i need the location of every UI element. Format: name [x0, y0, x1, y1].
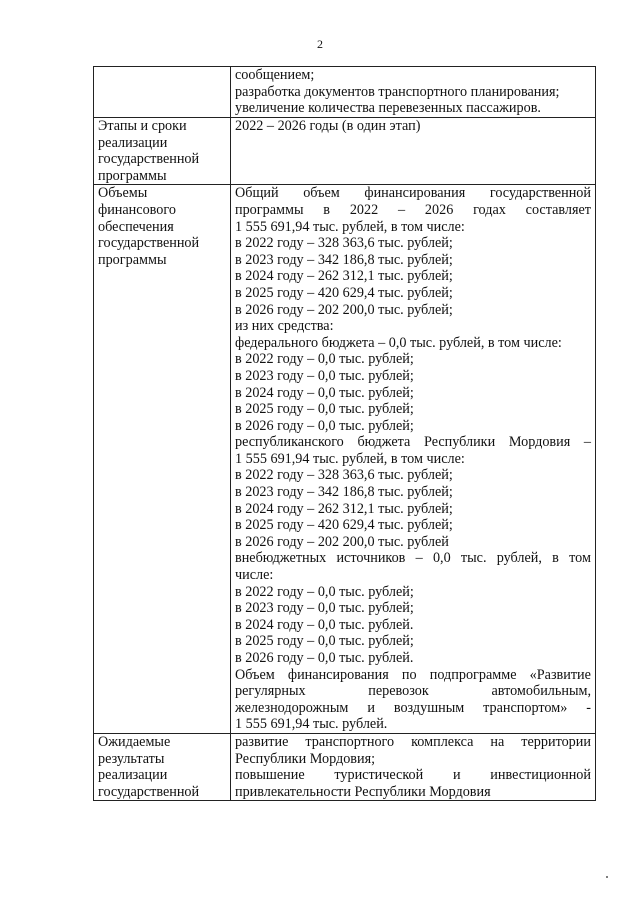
word: финансирования	[364, 185, 466, 202]
text-line: из них средства:	[235, 318, 334, 335]
word: инвестиционной	[490, 767, 591, 784]
label-line: программы	[98, 251, 167, 268]
year-amount-line: в 2025 году – 0,0 тыс. рублей;	[235, 633, 414, 650]
page-number: 2	[317, 37, 323, 51]
text-line: 1 555 691,94 тыс. рублей, в том числе:	[235, 218, 465, 235]
text-line: увеличение количества перевезенных пассажиров.	[235, 100, 541, 117]
label-line: государственной	[98, 783, 200, 800]
word: рублей,	[496, 550, 542, 567]
total-years-list	[235, 235, 591, 318]
label-line: реализации	[98, 134, 168, 151]
text-line: числе:	[235, 567, 274, 584]
word: подпрограмме	[429, 666, 517, 683]
year-amount-line: в 2026 году – 202 200,0 тыс. рублей	[235, 533, 449, 550]
word: –	[415, 550, 423, 567]
word: –	[398, 201, 406, 218]
word: в	[323, 201, 330, 218]
table-row	[94, 185, 596, 734]
republican-years-list	[235, 467, 591, 550]
word: том	[569, 550, 591, 567]
justified-line	[235, 667, 591, 684]
word: –	[583, 434, 591, 451]
text-line: 1 555 691,94 тыс. рублей, в том числе:	[235, 450, 465, 467]
word: в	[552, 550, 559, 567]
word: 0,0	[432, 550, 451, 567]
label-cell-empty	[94, 67, 231, 118]
year-amount-line: в 2025 году – 420 629,4 тыс. рублей;	[235, 284, 453, 301]
table-row	[94, 733, 596, 800]
word: годах	[473, 201, 506, 218]
label-line: программы	[98, 167, 167, 184]
text-line: Республики Мордовия;	[235, 750, 376, 767]
year-amount-line: в 2023 году – 342 186,8 тыс. рублей;	[235, 251, 453, 268]
word: программы	[235, 201, 304, 218]
year-amount-line: в 2022 году – 0,0 тыс. рублей;	[235, 583, 414, 600]
word: 2022	[349, 201, 379, 218]
word: государственной	[489, 185, 591, 202]
word: 2026	[424, 201, 454, 218]
word: Республики	[424, 434, 496, 451]
text-line: разработка документов транспортного планирования;	[235, 83, 560, 100]
year-amount-line: в 2022 году – 328 363,6 тыс. рублей;	[235, 235, 453, 252]
year-amount-line: в 2023 году – 342 186,8 тыс. рублей;	[235, 484, 453, 501]
word: внебюджетных	[235, 550, 327, 567]
justified-line	[235, 185, 591, 202]
word: Мордовия	[508, 434, 571, 451]
label-line: реализации	[98, 767, 168, 784]
justified-line	[235, 767, 591, 784]
word: транспортом»	[483, 699, 568, 716]
label-line: государственной	[98, 235, 200, 252]
word: регулярных	[235, 683, 306, 700]
label-cell-stages	[94, 118, 231, 185]
table-row	[94, 67, 596, 118]
year-amount-line: в 2026 году – 202 200,0 тыс. рублей;	[235, 301, 453, 318]
word: автомобильным,	[491, 683, 591, 700]
text-line: сообщением;	[235, 67, 315, 83]
justified-line	[235, 683, 591, 700]
word: комплекса	[411, 733, 474, 750]
word: туристической	[334, 767, 424, 784]
content-cell-results	[231, 733, 596, 800]
label-cell-funding	[94, 185, 231, 734]
year-amount-line: в 2026 году – 0,0 тыс. рублей;	[235, 417, 414, 434]
word: тыс.	[460, 550, 487, 567]
content-cell-funding	[231, 185, 596, 734]
word: развитие	[235, 733, 289, 750]
year-amount-line: в 2025 году – 420 629,4 тыс. рублей;	[235, 517, 453, 534]
justified-line	[235, 550, 591, 567]
year-amount-line: в 2024 году – 0,0 тыс. рублей.	[235, 616, 414, 633]
word: на	[490, 733, 505, 750]
federal-years-list	[235, 351, 591, 434]
word: финансирования	[287, 666, 389, 683]
scan-speck	[606, 876, 608, 878]
extra-years-list	[235, 584, 591, 667]
justified-line	[235, 734, 591, 751]
text-line: федерального бюджета – 0,0 тыс. рублей, в том числе:	[235, 334, 562, 351]
word: и	[367, 699, 375, 716]
text-line: 1 555 691,94 тыс. рублей.	[235, 716, 388, 733]
year-amount-line: в 2024 году – 0,0 тыс. рублей;	[235, 384, 414, 401]
word: составляет	[525, 201, 591, 218]
year-amount-line: в 2023 году – 0,0 тыс. рублей;	[235, 367, 414, 384]
justified-line	[235, 434, 591, 451]
word: повышение	[235, 767, 305, 784]
text-line: привлекательности Республики Мордовия	[235, 783, 491, 800]
word: источников	[336, 550, 406, 567]
word: Общий	[235, 185, 279, 202]
label-line: обеспечения	[98, 218, 174, 235]
label-line: государственной	[98, 151, 200, 168]
year-amount-line: в 2026 году – 0,0 тыс. рублей.	[235, 650, 414, 666]
word: «Развитие	[529, 666, 591, 683]
justified-line	[235, 700, 591, 717]
year-amount-line: в 2022 году – 328 363,6 тыс. рублей;	[235, 467, 453, 484]
content-cell-top	[231, 67, 596, 118]
justified-line	[235, 202, 591, 219]
word: и	[452, 767, 461, 784]
program-passport-table	[93, 66, 596, 801]
word: бюджета	[357, 434, 411, 451]
label-cell-results	[94, 733, 231, 800]
word: железнодорожным	[235, 699, 349, 716]
year-amount-line: в 2023 году – 0,0 тыс. рублей;	[235, 600, 414, 617]
label-line: Этапы и сроки	[98, 118, 187, 134]
label-line: Объемы	[98, 185, 148, 202]
word: воздушным	[393, 699, 465, 716]
year-amount-line: в 2024 году – 262 312,1 тыс. рублей;	[235, 500, 453, 517]
word: по	[401, 666, 417, 683]
label-line: финансового	[98, 201, 176, 218]
word: территории	[521, 733, 591, 750]
year-amount-line: в 2025 году – 0,0 тыс. рублей;	[235, 401, 414, 418]
word: перевозок	[368, 683, 429, 700]
label-line: Ожидаемые	[98, 733, 171, 750]
label-line: результаты	[98, 750, 165, 767]
word: транспортного	[305, 733, 395, 750]
content-cell-stages	[231, 118, 596, 185]
word: Объем	[235, 666, 275, 683]
table-row	[94, 118, 596, 185]
word: -	[586, 699, 591, 716]
word: объем	[303, 185, 340, 202]
text-line: 2022 – 2026 годы (в один этап)	[235, 118, 421, 134]
year-amount-line: в 2024 году – 262 312,1 тыс. рублей;	[235, 268, 453, 285]
word: республиканского	[235, 434, 344, 451]
year-amount-line: в 2022 году – 0,0 тыс. рублей;	[235, 351, 414, 368]
